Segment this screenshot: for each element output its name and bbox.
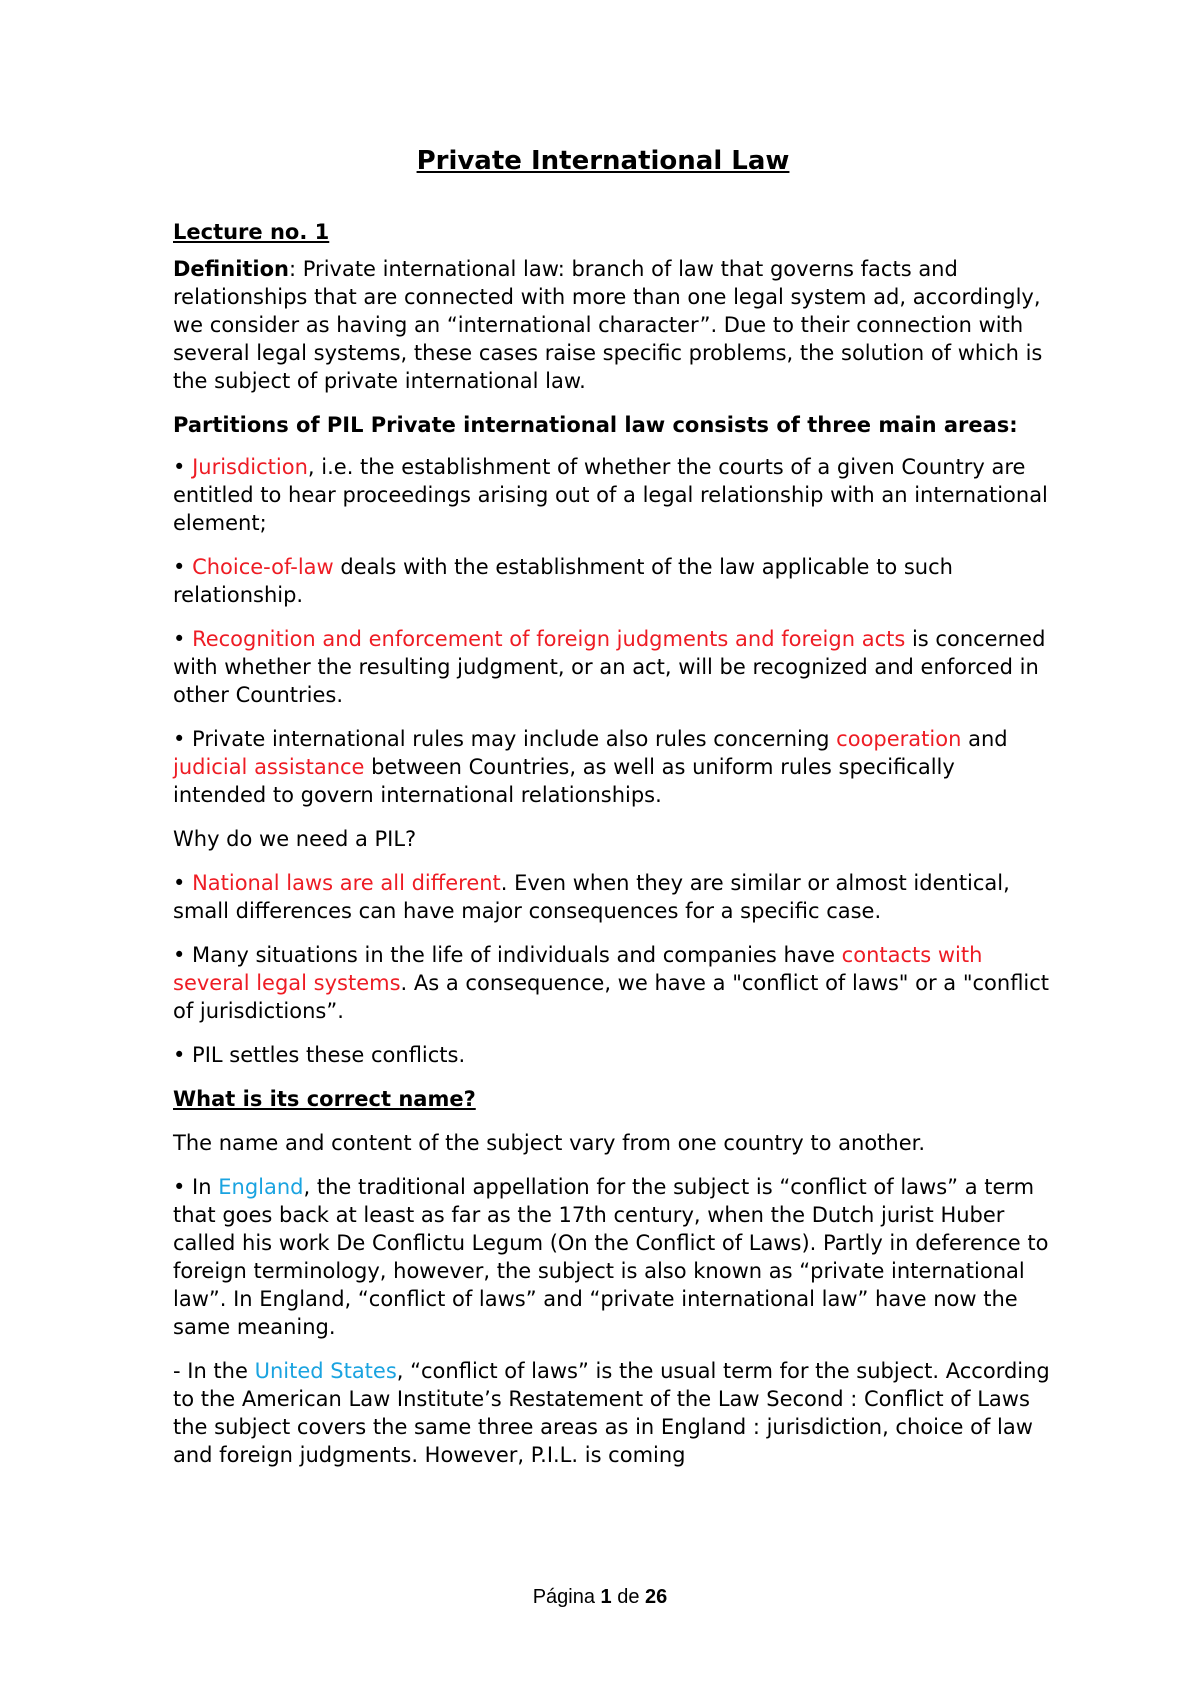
definition-text: : Private international law: branch of law that governs facts and relationships that are connected with more than one legal system ad, accordingly, we consider as having an “international character”. Due to their connection with several legal systems, these cases raise specific problems, the solution of which is the subject of private international law. (173, 257, 1043, 393)
bullet-marker: • (173, 627, 193, 651)
bullet-text: . Even when they are similar or almost identical, small differences can have major consequences for a specific case. (173, 871, 1010, 923)
bullet-text-prefix: • In (173, 1175, 219, 1199)
bullet-recognition (173, 625, 1053, 709)
us-paragraph (173, 1357, 1053, 1469)
england-text: , the traditional appellation for the subject is “conflict of laws” a term that goes back at least as far as the 17th century, when the Dutch jurist Huber called his work De Conflictu Legum (On the Conflict of Laws). Partly in deference to foreign terminology, however, the subject is also known as “private international law”. In England, “conflict of laws” and “private international law” have now the same meaning. (173, 1175, 1049, 1339)
bullet-marker: • (173, 555, 193, 579)
page-label: Página (532, 1586, 595, 1608)
bullet-marker: • (173, 455, 193, 479)
bullet-jurisdiction (173, 453, 1053, 537)
bullet-text: between Countries, as well as uniform rules specifically intended to govern international relationships. (173, 755, 955, 807)
partitions-heading: Partitions of PIL Private international law consists of three main areas: (173, 413, 1018, 437)
why-question: Why do we need a PIL? (173, 827, 417, 851)
bullet-pil-settles: • PIL settles these conflicts. (173, 1043, 466, 1067)
highlight-contacts: contacts with several legal systems (173, 943, 983, 995)
bullet-text: , i.e. the establishment of whether the courts of a given Country are entitled to hear proceedings arising out of a legal relationship with an international element; (173, 455, 1048, 535)
us-text: , “conflict of laws” is the usual term for the subject. According to the American Law Institute’s Restatement of the Law Second : Conflict of Laws the subject covers the same three areas as in England : jurisdiction, choice of law and foreign judgments. However, P.I.L. is coming (173, 1359, 1050, 1467)
bullet-marker: • (173, 871, 193, 895)
bullet-text-prefix: • Many situations in the life of individuals and companies have (173, 943, 842, 967)
name-heading: What is its correct name? (173, 1087, 476, 1111)
highlight-united-states: United States (254, 1359, 397, 1383)
england-paragraph (173, 1173, 1053, 1341)
definition-paragraph (173, 255, 1053, 395)
highlight-england: England (218, 1175, 304, 1199)
bullet-text: . As a consequence, we have a "conflict of laws" or a "conflict of jurisdictions”. (173, 971, 1050, 1023)
page-footer (0, 1586, 1200, 1609)
page-total: 26 (645, 1586, 668, 1608)
name-intro: The name and content of the subject vary from one country to another. (173, 1131, 926, 1155)
highlight-national-laws: National laws are all different (192, 871, 501, 895)
highlight-cooperation: cooperation (836, 727, 962, 751)
bullet-text-prefix: • Private international rules may include also rules concerning (173, 727, 837, 751)
page-of: de (617, 1586, 640, 1608)
lecture-heading: Lecture no. 1 (173, 220, 330, 244)
highlight-choice-of-law: Choice-of-law (192, 555, 334, 579)
document-body (173, 146, 1053, 1485)
bullet-choice-of-law (173, 553, 1053, 609)
page-current: 1 (600, 1586, 612, 1608)
highlight-jurisdiction: Jurisdiction (192, 455, 308, 479)
document-title: Private International Law (416, 146, 790, 176)
bullet-national-laws (173, 869, 1053, 925)
bullet-situations (173, 941, 1053, 1025)
highlight-judicial-assistance: judicial assistance (173, 755, 365, 779)
bullet-text-mid: and (961, 727, 1008, 751)
bullet-text-prefix: - In the (173, 1359, 255, 1383)
bullet-text: is concerned with whether the resulting judgment, or an act, will be recognized and enforced in other Countries. (173, 627, 1046, 707)
bullet-cooperation (173, 725, 1053, 809)
definition-label: Definition (173, 257, 290, 281)
bullet-text: deals with the establishment of the law applicable to such relationship. (173, 555, 953, 607)
highlight-recognition: Recognition and enforcement of foreign judgments and foreign acts (192, 627, 906, 651)
